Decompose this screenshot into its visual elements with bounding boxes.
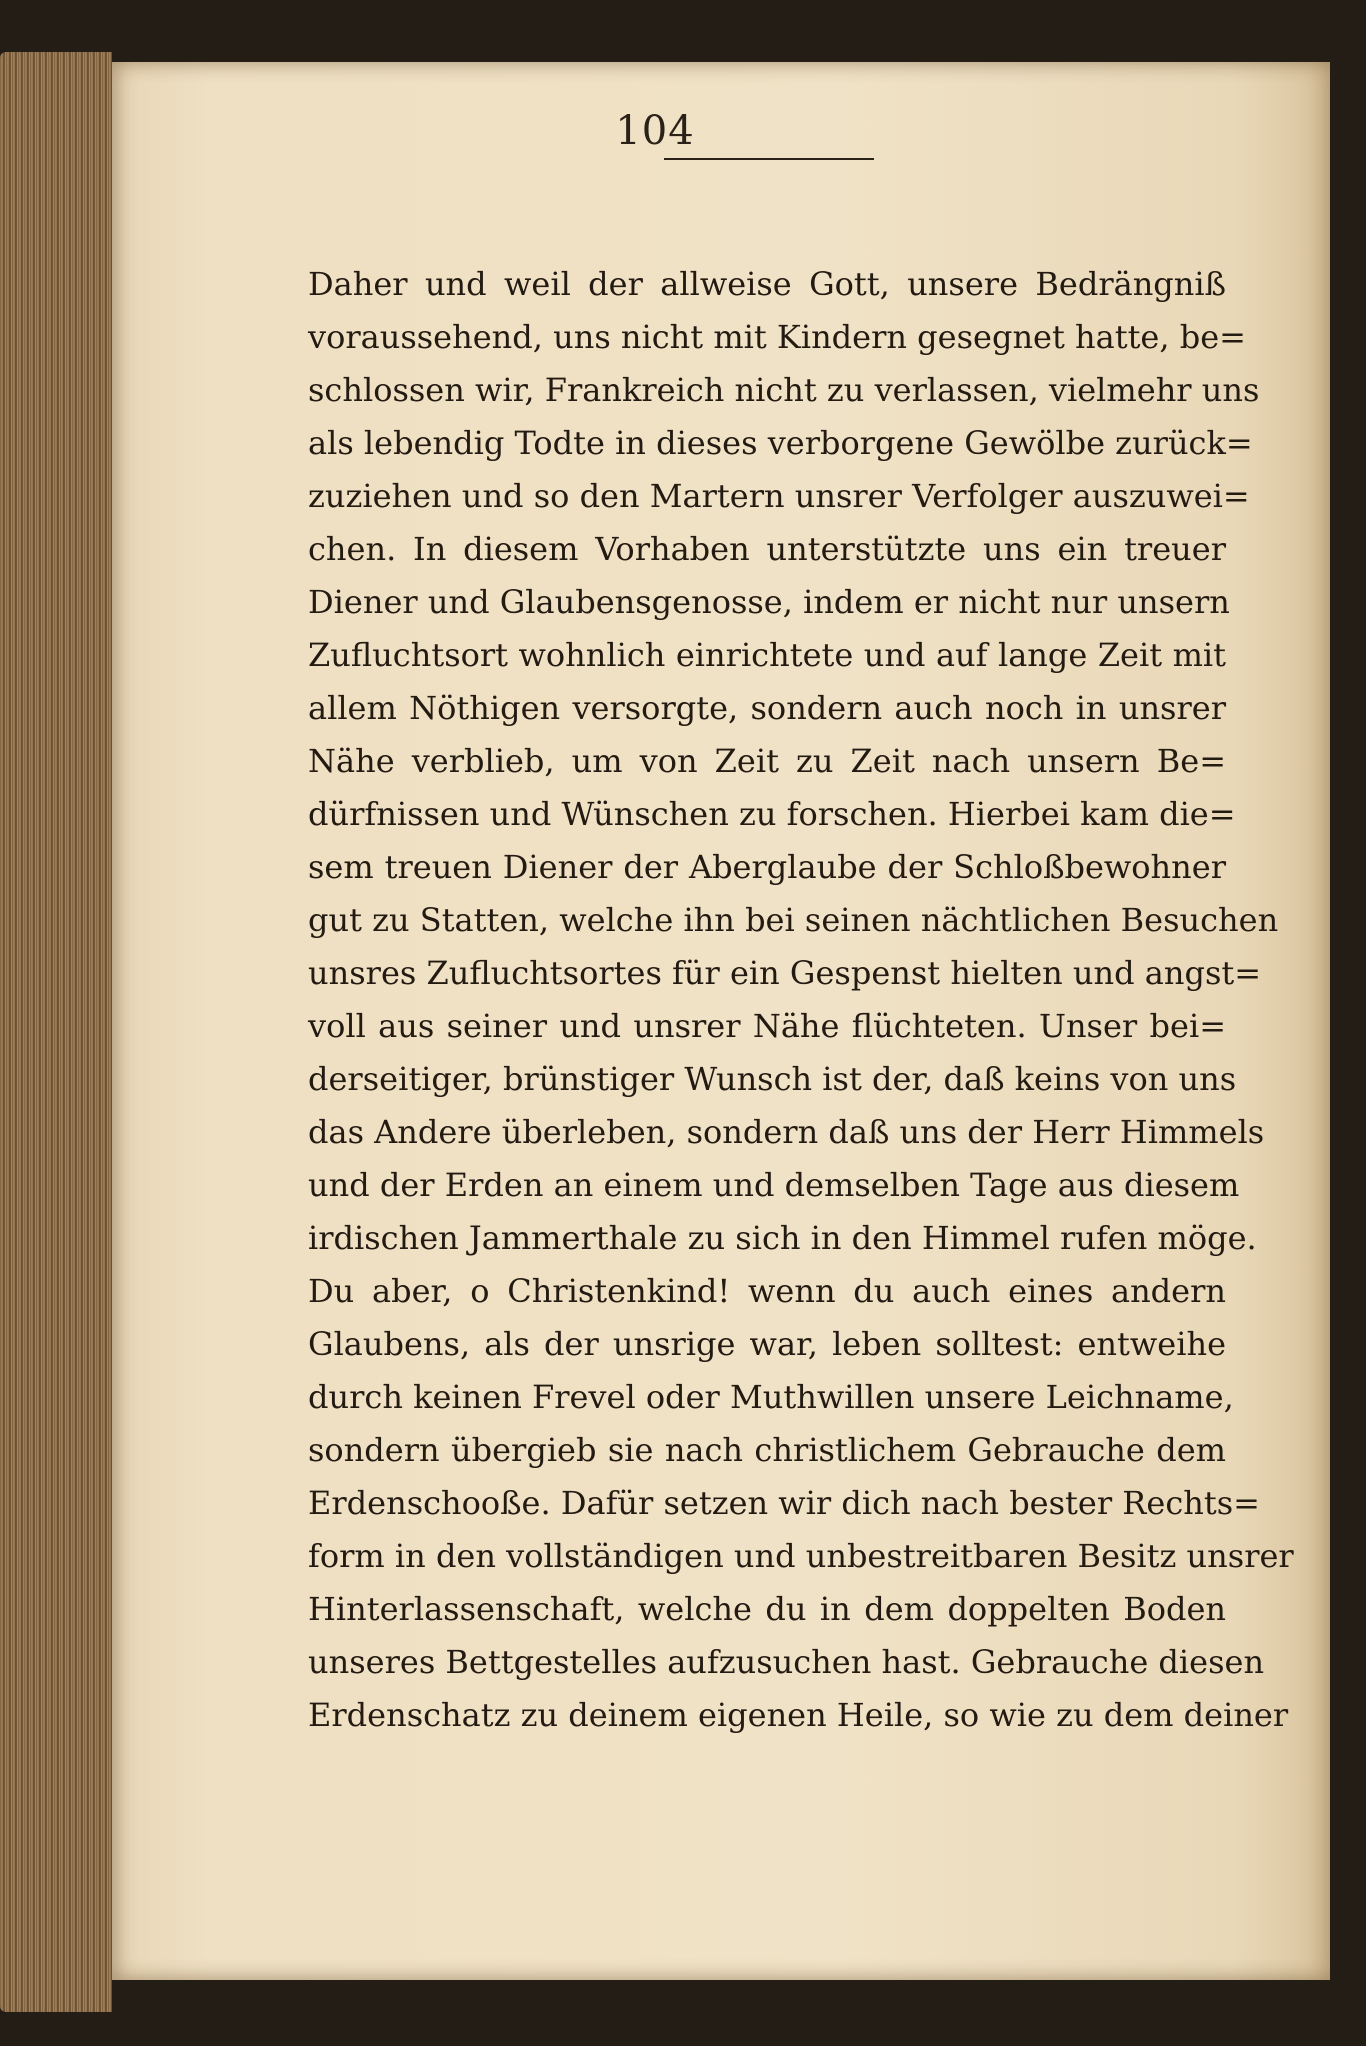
text-line: Du aber, o Christenkind! wenn du auch eines andern (308, 1272, 1226, 1310)
text-line: durch keinen Frevel oder Muthwillen unsere Leichname, (308, 1378, 1234, 1416)
text-line: Erdenschooße. Dafür setzen wir dich nach bester Rechts= (308, 1484, 1260, 1522)
text-line: sondern übergieb sie nach christlichem Gebrauche dem (308, 1431, 1226, 1469)
text-line: zuziehen und so den Martern unsrer Verfolger auszuwei= (308, 477, 1250, 515)
text-line: chen. In diesem Vorhaben unterstützte uns ein treuer (308, 530, 1226, 568)
text-line: unseres Bettgestelles aufzusuchen hast. Gebrauche diesen (308, 1643, 1265, 1681)
page-number: 104 (615, 108, 695, 154)
book-page-edges (0, 52, 112, 2012)
text-line: sem treuen Diener der Aberglaube der Schloßbewohner (308, 848, 1226, 886)
text-line: Diener und Glaubensgenosse, indem er nicht nur unsern (308, 583, 1230, 621)
text-line: allem Nöthigen versorgte, sondern auch noch in unsrer (308, 689, 1226, 727)
text-line: das Andere überleben, sondern daß uns der Herr Himmels (308, 1113, 1265, 1151)
text-line: Nähe verblieb, um von Zeit zu Zeit nach unsern Be= (308, 742, 1226, 780)
text-line: Zufluchtsort wohnlich einrichtete und auf lange Zeit mit (308, 636, 1226, 674)
text-line: als lebendig Todte in dieses verborgene Gewölbe zurück= (308, 424, 1253, 462)
text-line: form in den vollständigen und unbestreitbaren Besitz unsrer (308, 1537, 1294, 1575)
body-text (308, 258, 1294, 1742)
text-line: Erdenschatz zu deinem eigenen Heile, so wie zu dem deiner (308, 1696, 1289, 1734)
text-line: Hinterlassenschaft, welche du in dem doppelten Boden (308, 1590, 1226, 1628)
text-line: unsres Zufluchtsortes für ein Gespenst hielten und angst= (308, 954, 1262, 992)
text-line: und der Erden an einem und demselben Tage aus diesem (308, 1166, 1240, 1204)
text-line: dürfnissen und Wünschen zu forschen. Hierbei kam die= (308, 795, 1236, 833)
text-line: Glaubens, als der unsrige war, leben solltest: entweihe (308, 1325, 1226, 1363)
text-line: Daher und weil der allweise Gott, unsere Bedrängniß (308, 265, 1226, 303)
text-line: irdischen Jammerthale zu sich in den Himmel rufen möge. (308, 1219, 1257, 1257)
header-rule (664, 158, 874, 160)
text-line: voraussehend, uns nicht mit Kindern gesegnet hatte, be= (308, 318, 1246, 356)
text-line: derseitiger, brünstiger Wunsch ist der, daß keins von uns (308, 1060, 1237, 1098)
text-line: schlossen wir, Frankreich nicht zu verlassen, vielmehr uns (308, 371, 1260, 409)
text-line: gut zu Statten, welche ihn bei seinen nächtlichen Besuchen (308, 901, 1279, 939)
text-line: voll aus seiner und unsrer Nähe flüchteten. Unser bei= (308, 1007, 1226, 1045)
